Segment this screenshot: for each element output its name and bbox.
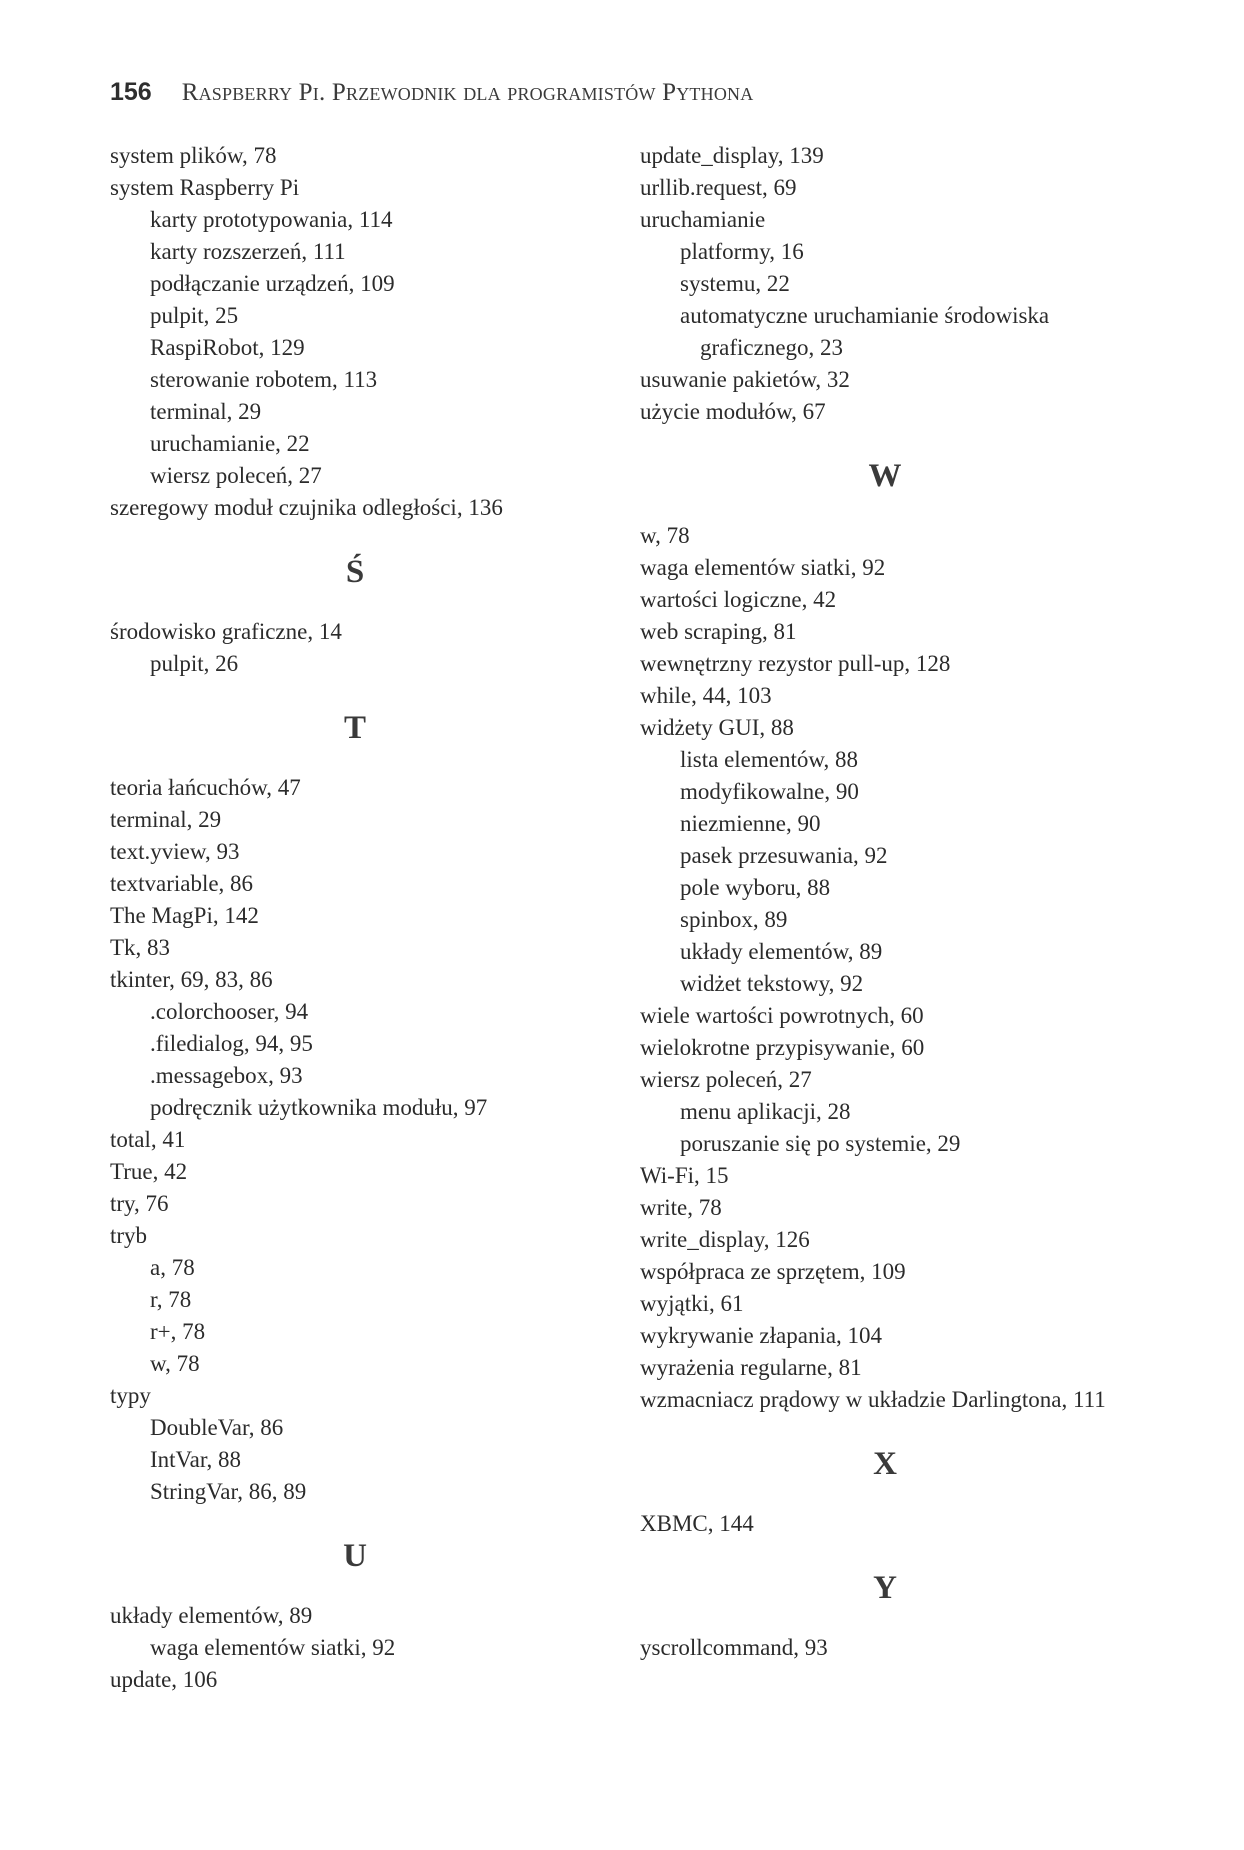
index-subentry: spinbox, 89: [680, 907, 788, 932]
index-entry: True, 42: [110, 1159, 188, 1184]
index-entry: urllib.request, 69: [640, 175, 797, 200]
index-entry: współpraca ze sprzętem, 109: [640, 1259, 906, 1284]
index-section-letter: T: [343, 710, 366, 746]
index-entry: try, 76: [110, 1191, 169, 1216]
index-entry: update, 106: [110, 1667, 218, 1692]
index-entry: szeregowy moduł czujnika odległości, 136: [110, 495, 503, 520]
index-entry: tryb: [110, 1223, 148, 1248]
index-entry: while, 44, 103: [640, 683, 772, 708]
index-entry: write, 78: [640, 1195, 722, 1220]
index-entry: tkinter, 69, 83, 86: [110, 967, 273, 992]
index-entry: teoria łańcuchów, 47: [110, 775, 301, 800]
index-entry: widżety GUI, 88: [640, 715, 794, 740]
index-entry: yscrollcommand, 93: [640, 1635, 828, 1660]
index-subentry: r, 78: [150, 1287, 192, 1312]
index-entry: wyjątki, 61: [640, 1291, 744, 1316]
index-entry: usuwanie pakietów, 32: [640, 367, 850, 392]
index-column-right: [640, 140, 1140, 1664]
index-subentry: sterowanie robotem, 113: [150, 367, 378, 392]
index-section-letter: Y: [873, 1570, 897, 1606]
index-entry: uruchamianie: [640, 207, 766, 232]
index-subentry: IntVar, 88: [150, 1447, 242, 1472]
index-section-letter: Ś: [345, 554, 365, 590]
index-subentry: układy elementów, 89: [680, 939, 883, 964]
index-section-letter: U: [343, 1538, 367, 1574]
index-entry: wiele wartości powrotnych, 60: [640, 1003, 924, 1028]
index-entry: Wi-Fi, 15: [640, 1163, 729, 1188]
index-entry: web scraping, 81: [640, 619, 797, 644]
index-entry: użycie modułów, 67: [640, 399, 826, 424]
index-subentry: graficznego, 23: [700, 335, 844, 360]
index-subentry: terminal, 29: [150, 399, 262, 424]
page-number: 156: [110, 78, 152, 106]
index-subentry: r+, 78: [150, 1319, 206, 1344]
index-entry: Tk, 83: [110, 935, 171, 960]
index-entry: system plików, 78: [110, 143, 277, 168]
index-subentry: karty rozszerzeń, 111: [150, 239, 346, 264]
index-subentry: a, 78: [150, 1255, 195, 1280]
index-subentry: niezmienne, 90: [680, 811, 821, 836]
index-subentry: .colorchooser, 94: [150, 999, 309, 1024]
index-entry: terminal, 29: [110, 807, 222, 832]
index-column-left: [110, 140, 590, 1696]
index-entry: write_display, 126: [640, 1227, 810, 1252]
index-subentry: waga elementów siatki, 92: [150, 1635, 396, 1660]
index-entry: text.yview, 93: [110, 839, 240, 864]
index-subentry: .filedialog, 94, 95: [150, 1031, 313, 1056]
index-subentry: pulpit, 26: [150, 651, 239, 676]
index-subentry: DoubleVar, 86: [150, 1415, 284, 1440]
index-subentry: w, 78: [150, 1351, 200, 1376]
index-subentry: pulpit, 25: [150, 303, 239, 328]
index-section-letter: X: [873, 1446, 897, 1482]
index-subentry: karty prototypowania, 114: [150, 207, 393, 232]
index-subentry: poruszanie się po systemie, 29: [680, 1131, 961, 1156]
index-entry: XBMC, 144: [640, 1511, 754, 1536]
index-subentry: widżet tekstowy, 92: [680, 971, 864, 996]
index-entry: textvariable, 86: [110, 871, 254, 896]
index-entry: układy elementów, 89: [110, 1603, 313, 1628]
index-entry: total, 41: [110, 1127, 186, 1152]
index-entry: środowisko graficzne, 14: [110, 619, 342, 644]
index-subentry: lista elementów, 88: [680, 747, 858, 772]
index-subentry: podłączanie urządzeń, 109: [150, 271, 395, 296]
index-subentry: StringVar, 86, 89: [150, 1479, 307, 1504]
index-subentry: automatyczne uruchamianie środowiska: [680, 303, 1050, 328]
index-entry: wartości logiczne, 42: [640, 587, 837, 612]
index-subentry: wiersz poleceń, 27: [150, 463, 322, 488]
index-entry: wykrywanie złapania, 104: [640, 1323, 883, 1348]
index-entry: typy: [110, 1383, 151, 1408]
index-subentry: pasek przesuwania, 92: [680, 843, 888, 868]
index-entry: w, 78: [640, 523, 690, 548]
index-entry: wewnętrzny rezystor pull-up, 128: [640, 651, 951, 676]
index-subentry: platformy, 16: [680, 239, 804, 264]
index-entry: wiersz poleceń, 27: [640, 1067, 812, 1092]
index-subentry: uruchamianie, 22: [150, 431, 310, 456]
index-entry: update_display, 139: [640, 143, 824, 168]
index-entry: system Raspberry Pi: [110, 175, 300, 200]
index-entry: wielokrotne przypisywanie, 60: [640, 1035, 925, 1060]
index-section-letter: W: [868, 458, 902, 494]
running-title: Raspberry Pi. Przewodnik dla programistów Pythona: [181, 79, 754, 106]
index-subentry: podręcznik użytkownika modułu, 97: [150, 1095, 488, 1120]
index-subentry: modyfikowalne, 90: [680, 779, 859, 804]
index-subentry: .messagebox, 93: [150, 1063, 303, 1088]
index-entry: waga elementów siatki, 92: [640, 555, 886, 580]
index-subentry: systemu, 22: [680, 271, 790, 296]
index-entry: The MagPi, 142: [110, 903, 259, 928]
index-subentry: menu aplikacji, 28: [680, 1099, 851, 1124]
index-entry: wzmacniacz prądowy w układzie Darlingtona, 111: [640, 1387, 1106, 1412]
index-entry: wyrażenia regularne, 81: [640, 1355, 862, 1380]
index-subentry: pole wyboru, 88: [680, 875, 831, 900]
index-subentry: RaspiRobot, 129: [150, 335, 305, 360]
page-header: [110, 78, 753, 114]
